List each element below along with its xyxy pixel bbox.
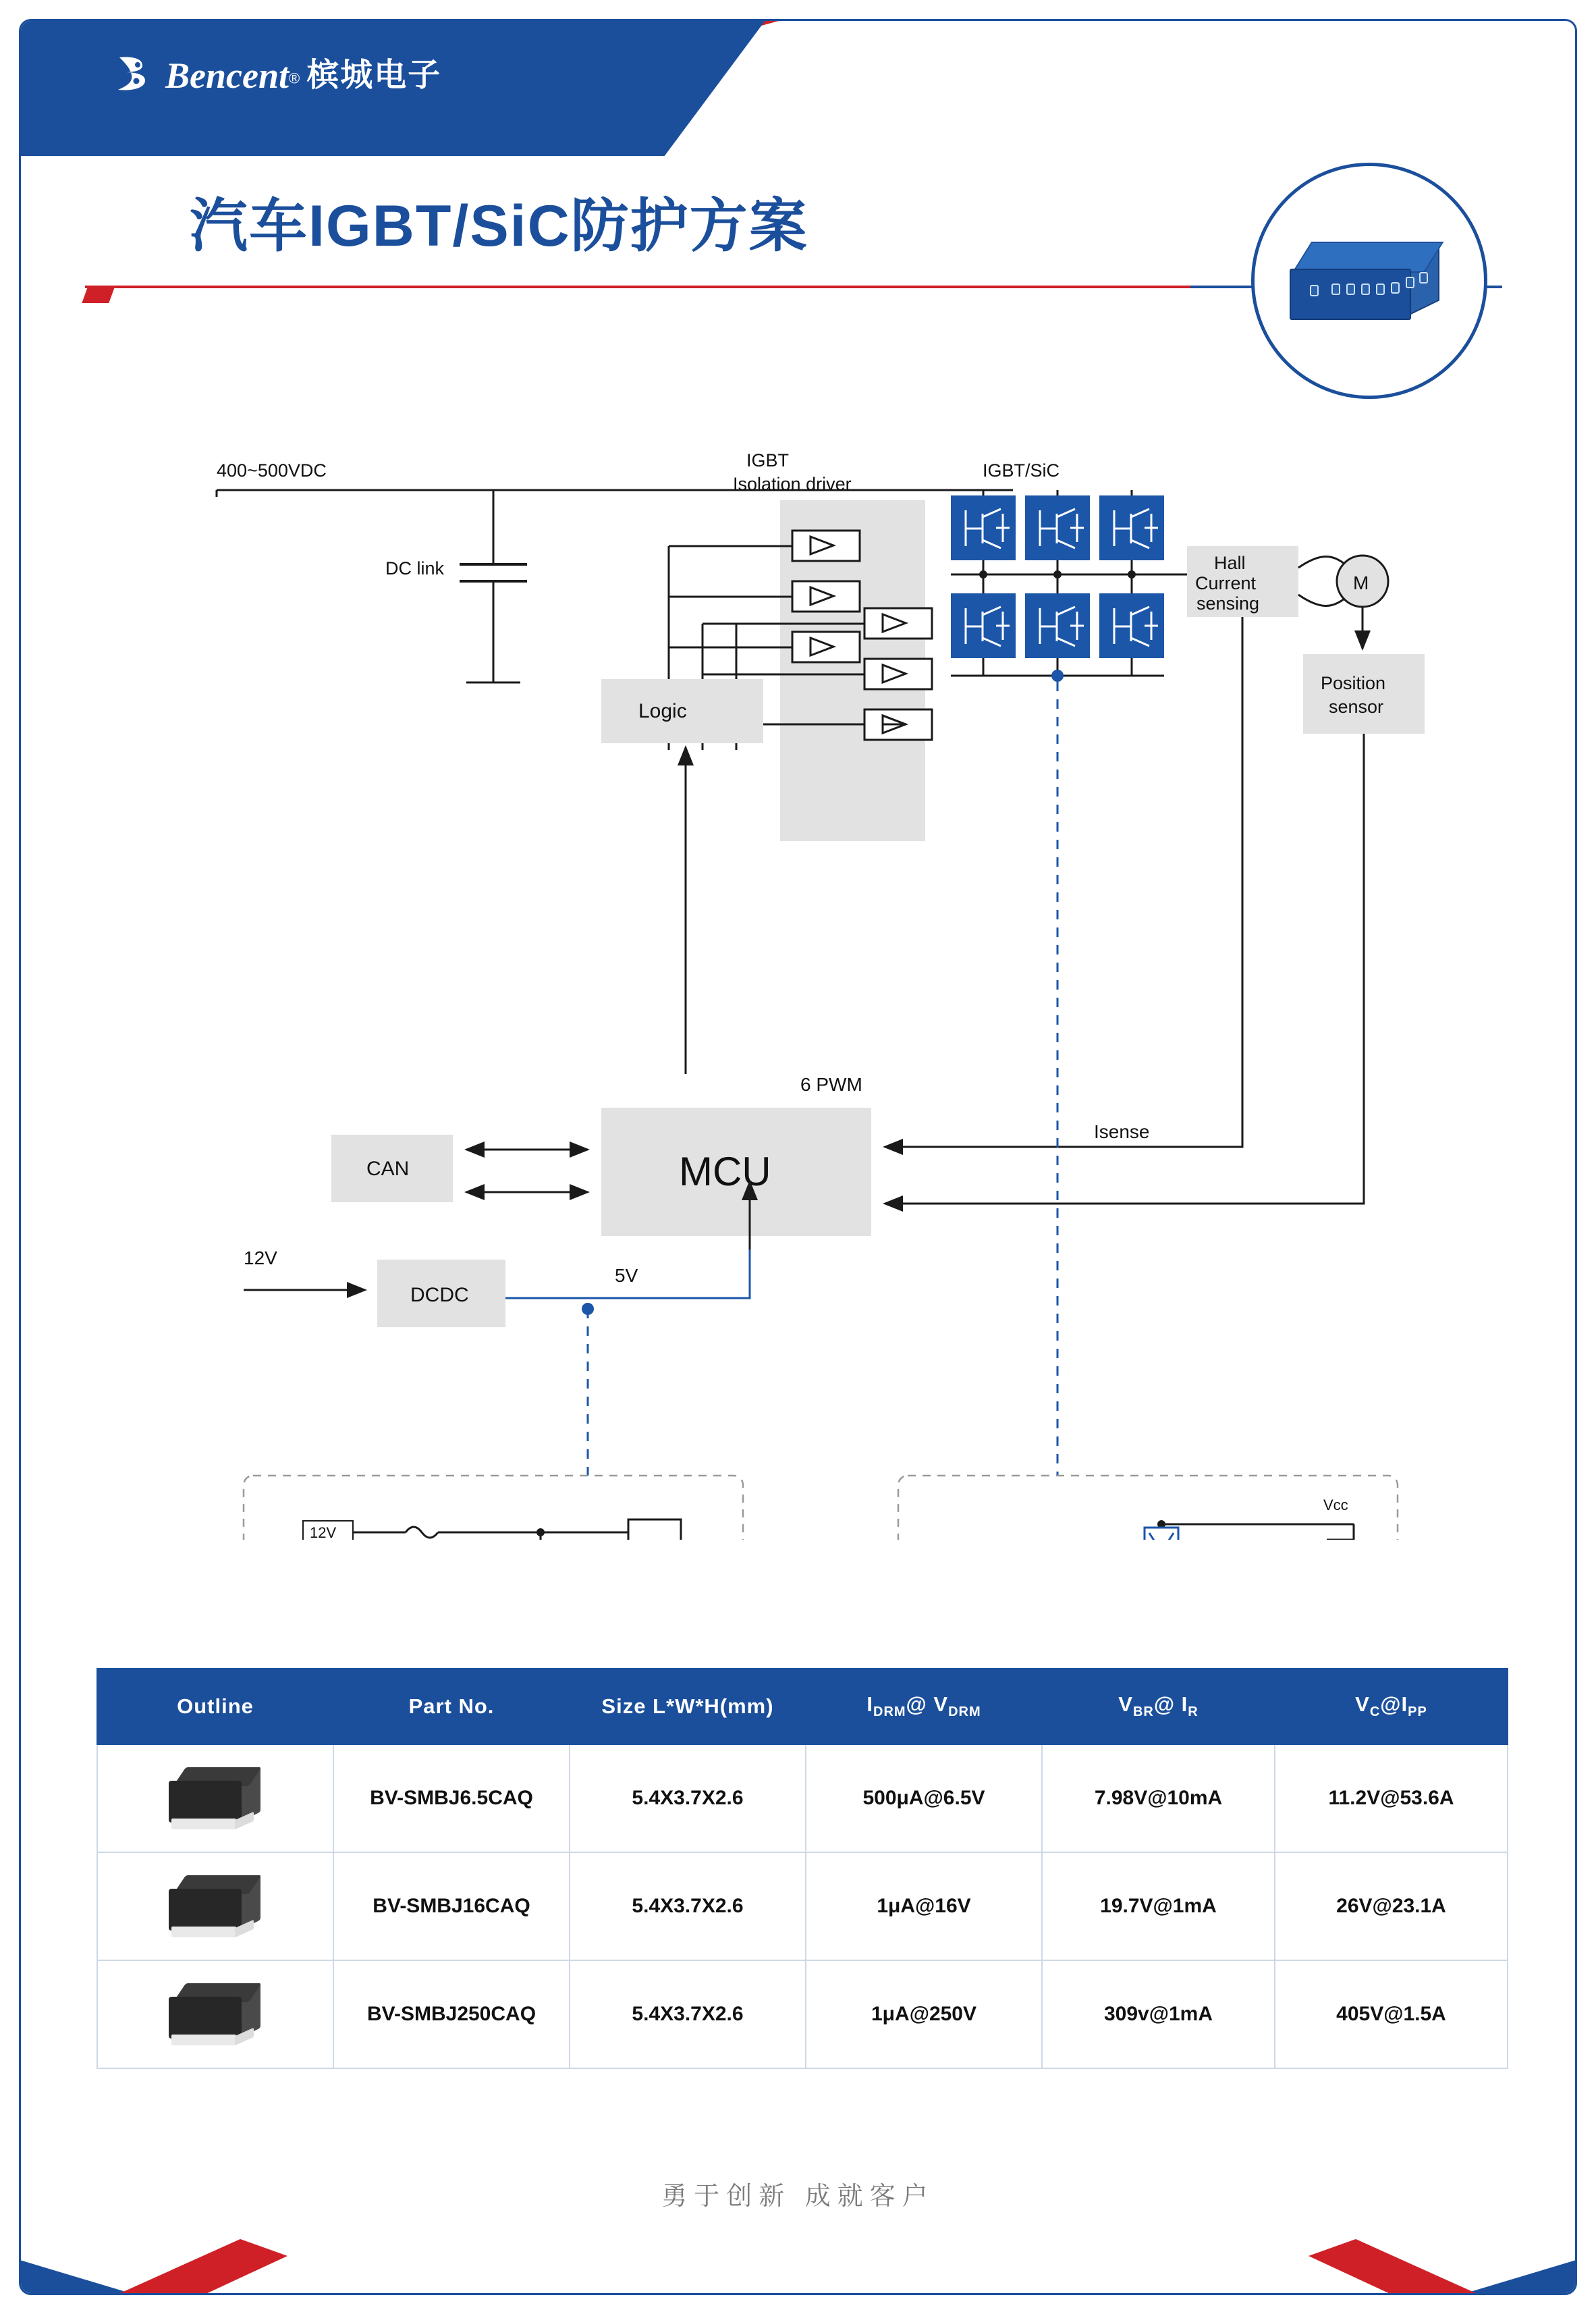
- bencent-b-logo-icon: [115, 52, 159, 95]
- table-header-row: [97, 1669, 1508, 1744]
- parts-table-container: [97, 1668, 1507, 2069]
- col-outline: Outline: [97, 1669, 333, 1744]
- label-position-sensor-2: sensor: [1329, 697, 1384, 717]
- callout-left: [303, 1519, 682, 1540]
- product-photo: [1251, 163, 1487, 399]
- smd-package-photo-icon: [165, 1982, 266, 2047]
- col-part-no: Part No.: [333, 1669, 570, 1744]
- cell-vbr: 19.7V@1mA: [1042, 1852, 1275, 1960]
- registered-mark: ®: [289, 70, 300, 87]
- brand-name: [165, 56, 300, 95]
- cell-vbr: 309v@1mA: [1042, 1960, 1275, 2068]
- label-igbt-driver-2: Isolation driver: [733, 474, 852, 494]
- cell-part-no: BV-SMBJ16CAQ: [333, 1852, 570, 1960]
- label-position-sensor-1: Position: [1321, 673, 1386, 693]
- page-title: 汽车IGBT/SiC防护方案: [190, 194, 808, 259]
- smd-package-photo-icon: [165, 1766, 266, 1831]
- label-dcdc: DCDC: [410, 1284, 469, 1306]
- label-6pwm: 6 PWM: [800, 1074, 862, 1095]
- smd-package-photo-icon: [165, 1874, 266, 1939]
- label-dc-input: 400~500VDC: [217, 460, 327, 481]
- cell-size: 5.4X3.7X2.6: [570, 1960, 806, 2068]
- table-row: [97, 1960, 1508, 2068]
- label-5v: 5V: [615, 1265, 638, 1286]
- label-isense: Isense: [1094, 1121, 1150, 1142]
- title-divider-cap: [82, 286, 115, 303]
- label-hall-1: Hall: [1214, 553, 1246, 573]
- cell-size: 5.4X3.7X2.6: [570, 1852, 806, 1960]
- label-port-12v: 12V: [310, 1524, 337, 1540]
- table-row: [97, 1852, 1508, 1960]
- cell-vc: 11.2V@53.6A: [1275, 1744, 1508, 1852]
- label-hall-2: Current: [1195, 573, 1257, 593]
- footer-slogan: 勇于创新 成就客户: [661, 2182, 935, 2211]
- label-vcc: Vcc: [1323, 1497, 1348, 1513]
- label-motor: M: [1353, 572, 1369, 593]
- label-igbt-sic: IGBT/SiC: [983, 460, 1060, 481]
- cell-outline: [97, 1960, 333, 2068]
- brand-name-text: Bencent: [165, 55, 289, 96]
- label-hall-3: sensing: [1196, 593, 1260, 614]
- cell-vc: 26V@23.1A: [1275, 1852, 1508, 1960]
- cell-idrm: 500μA@6.5V: [806, 1744, 1042, 1852]
- col-vbr: $V_{BR}@$ $I_R$: [1042, 1669, 1275, 1744]
- col-vc: $V_C@I_{PP}$: [1275, 1669, 1508, 1744]
- cell-idrm: 1μA@250V: [806, 1960, 1042, 2068]
- label-mcu: MCU: [679, 1149, 771, 1194]
- cell-outline: [97, 1852, 333, 1960]
- cell-outline: [97, 1744, 333, 1852]
- application-schematic: [21, 372, 1575, 1540]
- parts-table: [97, 1668, 1508, 2069]
- cell-part-no: BV-SMBJ250CAQ: [333, 1960, 570, 2068]
- table-row: [97, 1744, 1508, 1852]
- col-idrm: $I_{DRM}@$ $V_{DRM}$: [806, 1669, 1042, 1744]
- footer-decoration: [21, 2215, 1575, 2295]
- title-area: [21, 156, 1575, 352]
- col-size: Size L*W*H(mm): [570, 1669, 806, 1744]
- header-banner: [21, 21, 1575, 156]
- label-igbt-driver-1: IGBT: [746, 450, 790, 470]
- poster-frame: [19, 19, 1577, 2295]
- control-box-illustration: [1290, 242, 1445, 323]
- callout-right: [918, 1497, 1367, 1540]
- cell-part-no: BV-SMBJ6.5CAQ: [333, 1744, 570, 1852]
- brand-name-chinese: 槟城电子: [306, 57, 442, 93]
- cell-vbr: 7.98V@10mA: [1042, 1744, 1275, 1852]
- brand-logo: [115, 52, 441, 95]
- cell-idrm: 1μA@16V: [806, 1852, 1042, 1960]
- cell-size: 5.4X3.7X2.6: [570, 1744, 806, 1852]
- label-logic: Logic: [638, 700, 687, 722]
- label-dc-link: DC link: [385, 558, 445, 578]
- label-12v: 12V: [244, 1247, 277, 1268]
- label-can: CAN: [366, 1158, 410, 1180]
- cell-vc: 405V@1.5A: [1275, 1960, 1508, 2068]
